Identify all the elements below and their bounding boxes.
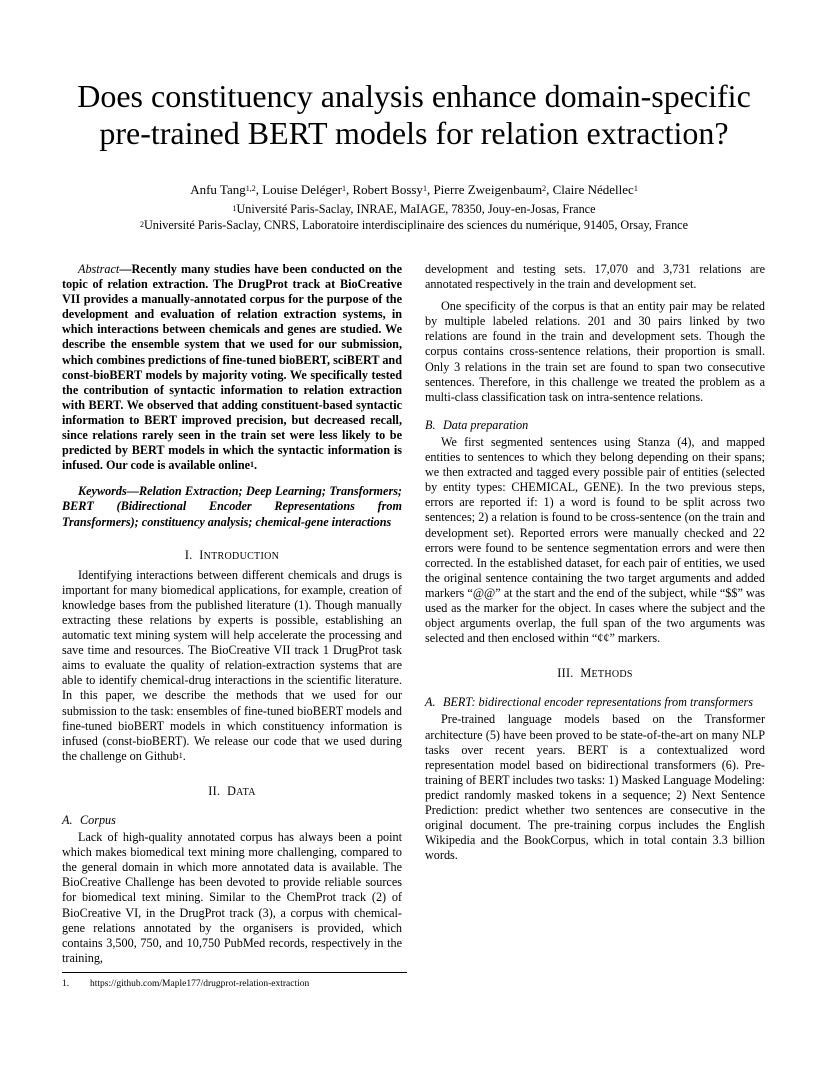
author-name: Robert Bossy [352, 182, 423, 197]
author-name: Claire Nédellec [552, 182, 634, 197]
title-line-2: pre-trained BERT models for relation extraction? [99, 115, 729, 151]
author-name: Anfu Tang [190, 182, 246, 197]
paper-title [40, 78, 788, 152]
affiliation-1 [40, 201, 788, 218]
affiliation-text: Université Paris-Saclay, INRAE, MaIAGE, 78350, Jouy-en-Josas, France [236, 202, 596, 216]
section-rest: ATA [236, 786, 256, 798]
abstract [62, 262, 402, 473]
subsection-title: Corpus [80, 813, 116, 827]
keywords-text: Relation Extraction; Deep Learning; Transformers; BERT (Bidirectional Encoder Representations from Transformers); constituency analysis; chemical-gene interactions [62, 484, 402, 529]
affiliation-text: Université Paris-Saclay, CNRS, Laboratoire interdisciplinaire des sciences du numérique, 91405, Orsay, France [144, 218, 688, 232]
author-affil-mark: 2 [542, 184, 547, 193]
section-number: I. [184, 547, 193, 562]
keywords-label: Keywords— [78, 484, 139, 499]
author-affil-mark: 1 [422, 184, 427, 193]
section-initial: I [199, 547, 204, 562]
footnote-number: 1. [62, 979, 70, 989]
subsection-number: B. [425, 417, 436, 432]
section-number: III. [557, 666, 574, 681]
subsection-heading-data-preparation [425, 418, 765, 433]
section-heading-methods [425, 666, 765, 682]
corpus-continuation: development and testing sets. 17,070 and 3,731 relations are annotated respectively in the train and development set. [425, 262, 765, 292]
abstract-dash: — [119, 262, 132, 276]
author-affil-mark: 1,2 [245, 184, 256, 193]
subsection-heading-corpus [62, 813, 402, 828]
affiliation-mark: 1 [232, 204, 237, 213]
affiliation-2 [40, 217, 788, 234]
right-column [425, 262, 765, 863]
affiliation-mark: 2 [140, 220, 144, 229]
footnote-link[interactable]: https://github.com/Maple177/drugprot-relation-extraction [90, 979, 310, 989]
section-rest: ETHODS [591, 669, 633, 681]
section-heading-data [62, 784, 402, 800]
subsection-number: A. [62, 813, 73, 827]
author-name: Louise Deléger [262, 182, 343, 197]
author-name: Pierre Zweigenbaum [433, 182, 543, 197]
keywords [62, 484, 402, 529]
abstract-text: Recently many studies have been conducted on the topic of relation extraction. The DrugProt track at BioCreative VII provides a manually-annotated corpus for the purpose of the development and evaluation of relation extraction systems, in which interactions between chemicals and genes are studied. We describe the ensemble system that we used for our submission, which combines predictions of fine-tuned bioBERT, sciBERT and const-bioBERT models by majority voting. We specifically tested the contribution of syntactic information to relation extraction with BERT. We observed that adding constituent-based syntactic information to BERT improved precision, but decreased recall, since relations rarely seen in the train set were less likely to be predicted by BERT models in which the syntactic information is infused. Our code is available online [62, 262, 402, 473]
footnote-rule [62, 972, 407, 973]
subsection-heading-bert [425, 695, 765, 710]
data-preparation-paragraph: We first segmented sentences using Stanza (4), and mapped entities to sentences to which they belong depending on their spans; we then extracted and tagged every possible pair of entities (selected by entity types: CHEMICAL, GENE). In the two previous steps, errors are reported if: 1) a word is found to be split across two sentences; 2) a relation is found to be cross-sentence (on the train and development set). Reported errors were manually checked and 22 errors were found to be sentence segmentation errors and were then corrected. In the established dataset, for each pair of entities, we used the original sentence containing the two target arguments and added markers “@@” at the start and the end of the subject, while “$$” was used as the marker for the object. In cases where the subject and the object arguments overlap, the full span of the two arguments was selected and then enclosed within “¢¢” markers. [425, 434, 765, 646]
intro-paragraph [62, 568, 402, 764]
subsection-title: Data preparation [443, 417, 529, 432]
specificity-paragraph: One specificity of the corpus is that an entity pair may be related by multiple labeled relations. 201 and 30 pairs linked by two relations are found in the train and development sets. Though the corpus contains cross-sentence relations, their proportion is small. Only 3 relations in the train set are found to span two consecutive sentences. Therefore, in this challenge we treated the problem as a multi-class classification task on intra-sentence relations. [425, 299, 765, 404]
subsection-title: BERT: bidirectional encoder representations from transformers [443, 695, 753, 710]
footnote-mark: 1 [250, 460, 255, 470]
abstract-end: . [254, 458, 258, 473]
author-affil-mark: 1 [342, 184, 347, 193]
section-initial: M [580, 666, 592, 681]
section-number: II. [208, 783, 221, 798]
left-column [62, 262, 402, 966]
bert-paragraph: Pre-trained language models based on the Transformer architecture (5) have been proved to be state-of-the-art on many NLP tasks over recent years. BERT is a contextualized word representation model based on bidirectional transformers (6). Pre-training of BERT includes two tasks: 1) Masked Language Modeling: predict randomly masked tokens in a sequence; 2) Next Sentence Prediction: predict whether two sentences are consecutive in the original document. The pre-training corpus includes the English Wikipedia and the BookCorpus, which in total contain 3.3 billion words. [425, 712, 765, 863]
section-initial: D [227, 783, 237, 798]
footnote-mark: 1 [178, 750, 183, 760]
intro-end: . [182, 748, 186, 763]
abstract-label: Abstract [78, 262, 120, 276]
footnote [62, 979, 309, 989]
intro-text: Identifying interactions between different chemicals and drugs is important for many biomedical applications, for example, creation of knowledge bases from the published literature (1). Though manually extracting these relations by experts is possible, establishing an automatic text mining system will help accelerate the processing and save time and resources. The BioCreative VII track 1 DrugProt task aims to evaluate the quality of relation-extraction systems that are able to identify chemical-drug interactions in the scientific literature. In this paper, we describe the methods that we used for our submission to the task: ensembles of fine-tuned bioBERT models and fine-tuned bioBERT models in which constituency information is infused (const-bioBERT). We release our code that we used during the challenge on Github [62, 567, 402, 763]
section-rest: NTRODUCTION [203, 550, 280, 562]
title-line-1: Does constituency analysis enhance domain-specific [77, 78, 751, 114]
subsection-number: A. [425, 695, 436, 710]
author-affil-mark: 1 [633, 184, 638, 193]
corpus-paragraph: Lack of high-quality annotated corpus has always been a point which makes biomedical text mining more challenging, compared to the general domain in which more annotated data is available. The BioCreative Challenge has been devoted to provide reliable sources for biomedical text mining. Similar to the ChemProt track (2) of BioCreative VI, in the DrugProt track (3), a corpus with chemical-gene relations annotated by the organisers is provided, which contains 3,500, 750, and 10,750 PubMed records, respectively in the training, [62, 830, 402, 965]
section-heading-introduction [62, 548, 402, 564]
author-list: Anfu Tang$^{1,2}$, Louise Deléger$^1$, Robert Bossy$^1$, Pierre Zweigenbaum$^2$, Claire Nédellec$^1$ [190, 182, 638, 197]
